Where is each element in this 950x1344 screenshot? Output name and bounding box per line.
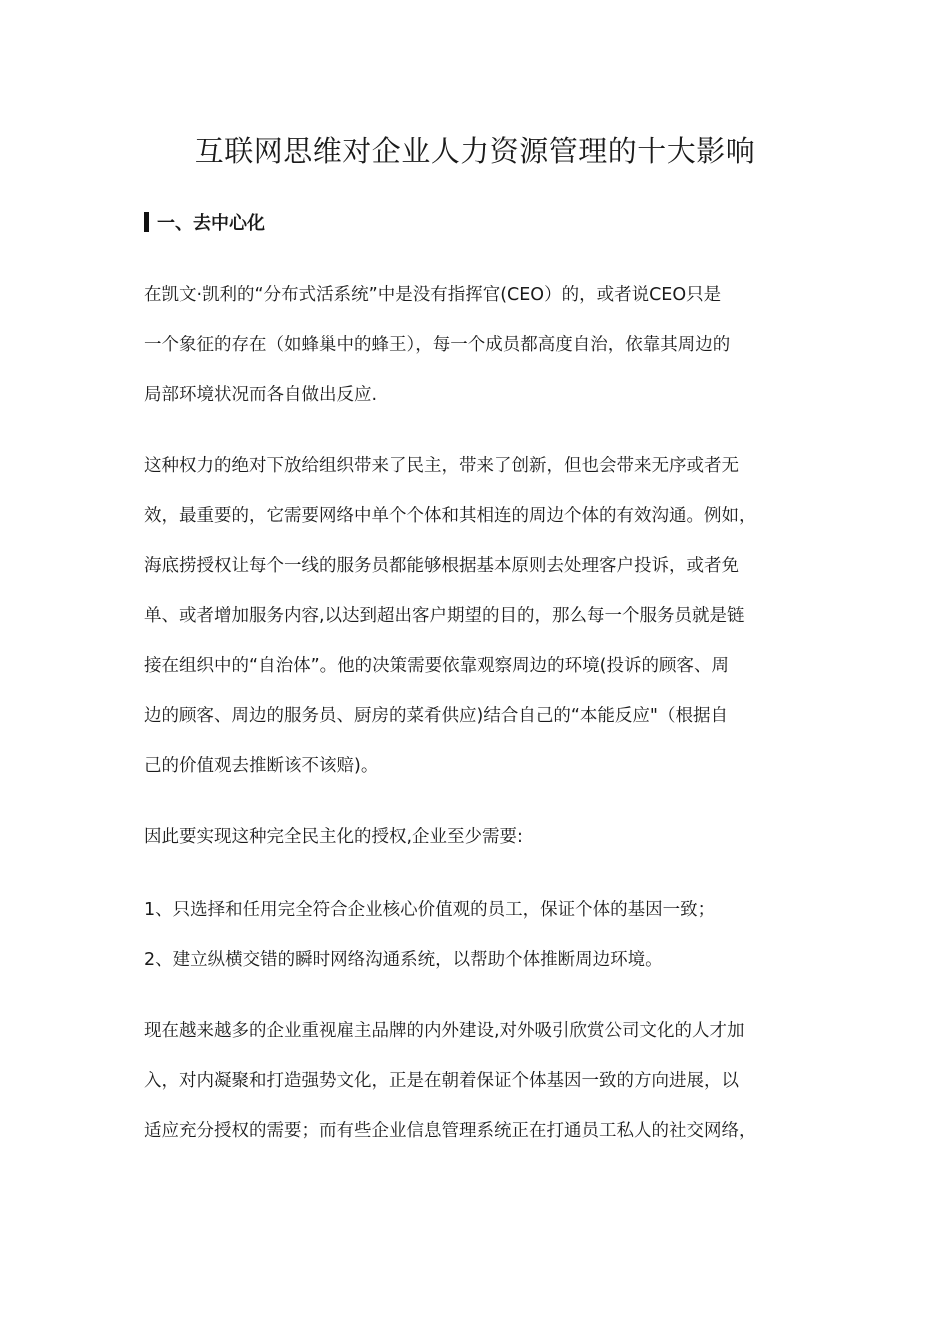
- paragraph-line: 现在越来越多的企业重视雇主品牌的内外建设,对外吸引欣赏公司文化的人才加: [144, 1021, 745, 1041]
- paragraph-line: 入，对内凝聚和打造强势文化，正是在朝着保证个体基因一致的方向进展，以: [144, 1071, 739, 1091]
- paragraph: [144, 1006, 812, 1156]
- paragraph-line: 一个象征的存在（如蜂巢中的蜂王），每一个成员都高度自治，依靠其周边的: [144, 335, 731, 355]
- heading-bar-marker: [144, 212, 149, 232]
- paragraph-line: 在凯文·凯利的“分布式活系统”中是没有指挥官(CEO）的，或者说CEO只是: [144, 285, 722, 305]
- section-heading: [144, 206, 265, 238]
- paragraph-line: 局部环境状况而各自做出反应.: [144, 385, 378, 405]
- paragraph-line: 因此要实现这种完全民主化的授权,企业至少需要:: [144, 827, 523, 847]
- paragraph-line: 单、或者增加服务内容,以达到超出客户期望的目的，那么每一个服务员就是链: [144, 606, 745, 626]
- list-item: 2、建立纵横交错的瞬时网络沟通系统，以帮助个体推断周边环境。: [144, 950, 663, 970]
- list-item: 1、只选择和任用完全符合企业核心价值观的员工，保证个体的基因一致；: [144, 900, 716, 920]
- paragraph-line: 海底捞授权让每个一线的服务员都能够根据基本原则去处理客户投诉，或者免: [144, 556, 739, 576]
- paragraph-line: 接在组织中的“自治体”。他的决策需要依靠观察周边的环境(投诉的顾客、周: [144, 656, 729, 676]
- document-title: 互联网思维对企业人力资源管理的十大影响: [194, 134, 756, 168]
- paragraph-line: 己的价值观去推断该不该赔)。: [144, 756, 379, 776]
- paragraph: [144, 441, 812, 791]
- paragraph-line: 效，最重要的，它需要网络中单个个体和其相连的周边个体的有效沟通。例如，: [144, 506, 757, 526]
- paragraph-line: 边的顾客、周边的服务员、厨房的菜肴供应)结合自己的“本能反应"（根据自: [144, 706, 728, 726]
- numbered-list: [144, 885, 812, 985]
- paragraph: [144, 270, 812, 420]
- paragraph: [144, 812, 812, 862]
- paragraph-line: 适应充分授权的需要；而有些企业信息管理系统正在打通员工私人的社交网络，: [144, 1121, 757, 1141]
- section-heading-text: 一、去中心化: [157, 213, 265, 234]
- paragraph-line: 这种权力的绝对下放给组织带来了民主，带来了创新，但也会带来无序或者无: [144, 456, 739, 476]
